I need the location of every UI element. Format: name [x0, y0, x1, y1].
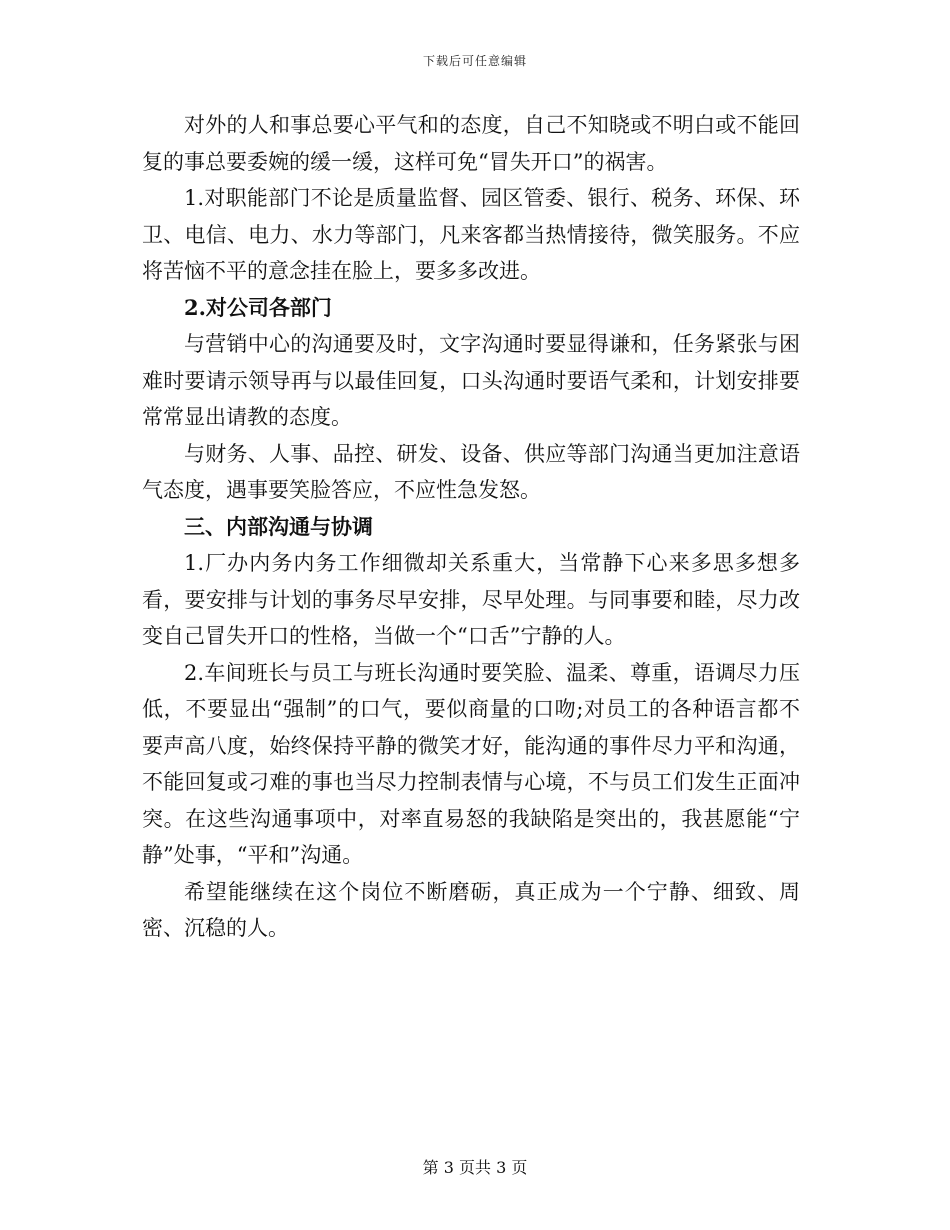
page-footer: 第 3 页共 3 页: [422, 1158, 528, 1177]
page-header: 下载后可任意编辑: [422, 54, 527, 68]
paragraph-closing-hope: 希望能继续在这个岗位不断磨砺，真正成为一个宁静、细致、周密、沉稳的人。: [142, 879, 800, 940]
heading-internal-communication: 三、内部沟通与协调: [184, 513, 373, 539]
paragraph-workshop-leaders: 2.车间班长与员工与班长沟通时要笑脸、温柔、尊重，语调尽力压低，不要显出“强制”的口气，要似商量的口吻;对员工的各种语言都不要声高八度，始终保持平静的微笑才好，能沟通的事件尽力平和沟通，不能回复或刁难的事也当尽力控制表情与心境，不与员工们发生正面冲突。在这些沟通事项中，对率直易怒的我缺陷是突出的，我甚愿能“宁静”处事，“平和”沟通。: [142, 660, 800, 867]
paragraph-functional-departments: 1.对职能部门不论是质量监督、园区管委、银行、税务、环保、环卫、电信、电力、水力等部门，凡来客都当热情接待，微笑服务。不应将苦恼不平的意念挂在脸上，要多多改进。: [142, 186, 800, 283]
paragraph-factory-office: 1.厂办内务内务工作细微却关系重大，当常静下心来多思多想多看，要安排与计划的事务尽早安排，尽早处理。与同事要和睦，尽力改变自己冒失开口的性格，当做一个“口舌”宁静的人。: [142, 551, 800, 648]
paragraph-external-attitude: 对外的人和事总要心平气和的态度，自己不知晓或不明白或不能回复的事总要委婉的缓一缓，这样可免“冒失开口”的祸害。: [142, 113, 800, 174]
paragraph-other-departments: 与财务、人事、品控、研发、设备、供应等部门沟通当更加注意语气态度，遇事要笑脸答应，不应性急发怒。: [142, 441, 800, 502]
document-body: [142, 107, 800, 947]
paragraph-marketing-center: 与营销中心的沟通要及时，文字沟通时要显得谦和，任务紧张与困难时要请示领导再与以最佳回复，口头沟通时要语气柔和，计划安排要常常显出请教的态度。: [142, 332, 800, 429]
heading-company-departments: 2.对公司各部门: [184, 294, 332, 320]
